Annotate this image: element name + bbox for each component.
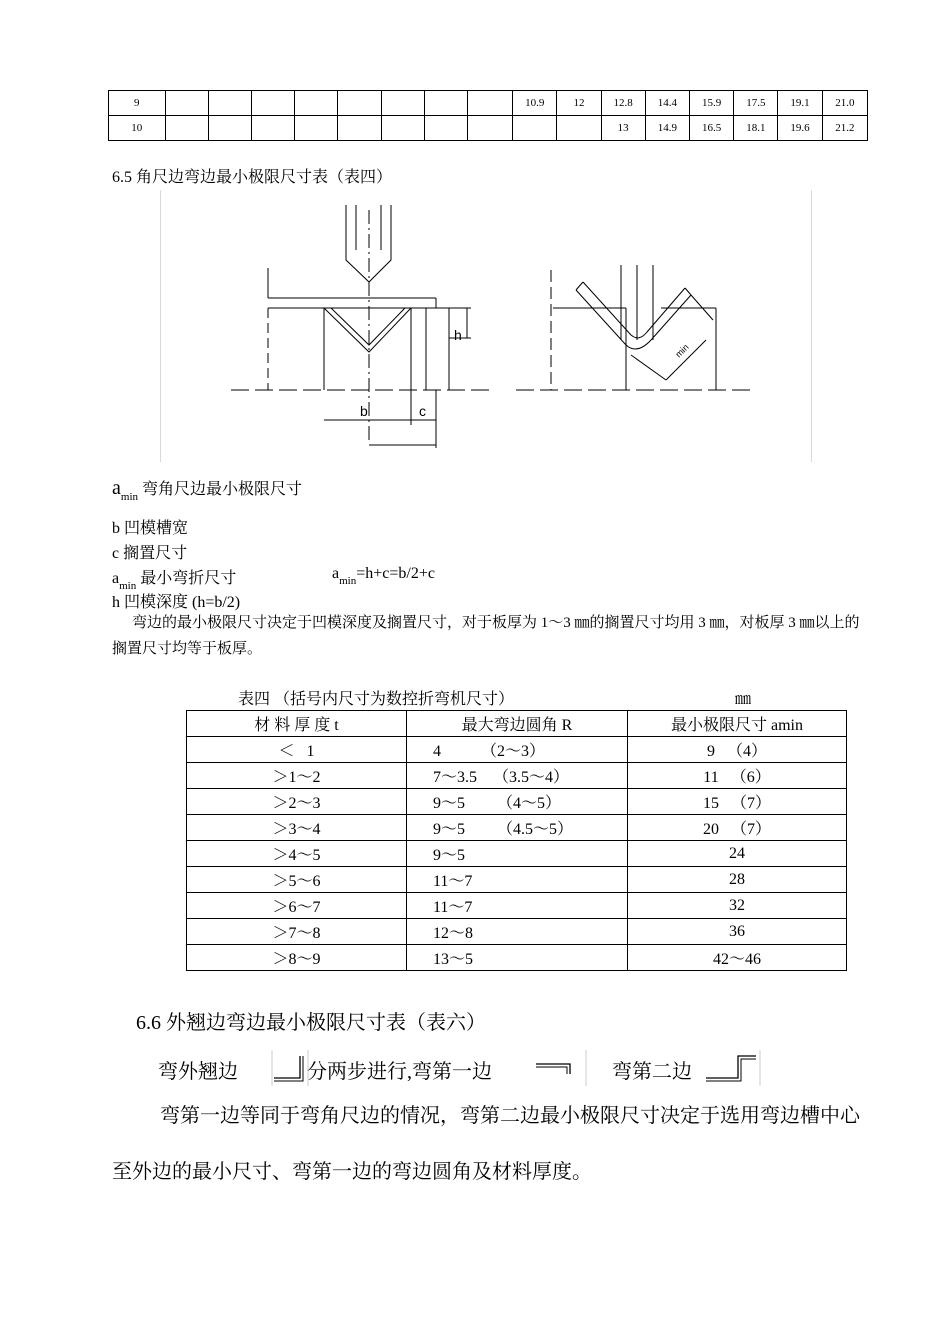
def-formula-a: a	[332, 565, 340, 582]
bending-diagram-svg	[161, 190, 811, 462]
def-amin2-a: a	[112, 570, 120, 587]
table-cell: 21.2	[822, 116, 867, 141]
table4-cell: 20 （7）	[628, 815, 847, 841]
def-amin-text: 弯角尺边最小极限尺寸	[138, 481, 303, 498]
table4-cell: 9～5	[407, 841, 628, 867]
table4-cell: 24	[628, 841, 847, 867]
table4-cell: ＞2～3	[187, 789, 407, 815]
table-cell: 18.1	[734, 116, 778, 141]
table4-cell: ＞6～7	[187, 893, 407, 919]
label-min: min	[673, 342, 691, 360]
section-6-6-body: 弯第一边等同于弯角尺边的情况，弯第二边最小极限尺寸决定于选用弯边槽中心至外边的最小尺寸、弯第一边的弯边圆角及材料厚度。	[112, 1105, 860, 1183]
outer-flange-label: 弯外翘边	[158, 1061, 238, 1083]
table4-cell: ＞8～9	[187, 945, 407, 971]
table4-cell: ＞5～6	[187, 867, 407, 893]
table-cell	[338, 91, 381, 116]
table-row	[109, 91, 868, 116]
section-6-6-title: 6.6 外翘边弯边最小极限尺寸表（表六）	[136, 1012, 486, 1034]
table4-row	[187, 945, 847, 971]
def-amin2-text: 最小弯折尺寸	[136, 570, 237, 587]
label-c: c	[419, 403, 426, 419]
table-cell	[513, 116, 557, 141]
table4-cell: 9～5 （4～5）	[407, 789, 628, 815]
table4-cell: ＜ 1	[187, 737, 407, 763]
table4-header: 材 料 厚 度 t	[187, 711, 407, 737]
table-cell: 19.1	[778, 91, 822, 116]
paragraph-6-5: 弯边的最小极限尺寸决定于凹模深度及搁置尺寸，对于板厚为 1～3 ㎜的搁置尺寸均用 3 ㎜，对板厚 3 ㎜以上的搁置尺寸均等于板厚。	[112, 615, 860, 657]
table-cell	[165, 91, 208, 116]
table4-cell: 15 （7）	[628, 789, 847, 815]
table4-row	[187, 763, 847, 789]
table4-caption: 表四 （括号内尺寸为数控折弯机尺寸）	[238, 691, 515, 708]
outer-flange-icon	[270, 1050, 310, 1086]
table-cell	[295, 116, 338, 141]
def-formula-sub: min	[339, 575, 357, 587]
table-cell	[424, 91, 467, 116]
def-h: h 凹模深度 (h=b/2)	[112, 594, 241, 611]
table4-cell: 7～3.5 （3.5～4）	[407, 763, 628, 789]
table-cell: 16.5	[690, 116, 734, 141]
table-cell: 19.6	[778, 116, 822, 141]
table4-row	[187, 841, 847, 867]
second-side-label: 弯第二边	[612, 1061, 692, 1083]
table-cell	[251, 91, 294, 116]
def-amin	[112, 476, 302, 503]
table4	[186, 710, 847, 971]
table-cell	[381, 116, 424, 141]
def-b: b 凹模槽宽	[112, 520, 189, 537]
def-amin-a: a	[112, 477, 121, 499]
table4-cell: 32	[628, 893, 847, 919]
table-cell	[295, 91, 338, 116]
table-cell	[338, 116, 381, 141]
table4-row	[187, 815, 847, 841]
table-cell	[424, 116, 467, 141]
table4-cell: 11～7	[407, 867, 628, 893]
table-cell: 13	[601, 116, 645, 141]
table-cell: 10.9	[513, 91, 557, 116]
table-cell	[208, 116, 251, 141]
second-bend-icon	[702, 1050, 762, 1086]
table-cell: 14.9	[645, 116, 689, 141]
table-cell	[467, 91, 512, 116]
table-cell	[467, 116, 512, 141]
table4-unit: ㎜	[735, 691, 752, 708]
table-cell	[251, 116, 294, 141]
table4-row	[187, 737, 847, 763]
table4-header: 最小极限尺寸 amin	[628, 711, 847, 737]
table4-cell: 9 （4）	[628, 737, 847, 763]
table4-cell: 11～7	[407, 893, 628, 919]
label-h: h	[454, 327, 462, 343]
table-cell: 15.9	[690, 91, 734, 116]
table4-cell: 12～8	[407, 919, 628, 945]
first-bend-icon	[528, 1050, 588, 1086]
table4-cell: ＞7～8	[187, 919, 407, 945]
table-cell: 9	[109, 91, 166, 116]
def-amin2	[112, 565, 236, 592]
table-cell	[381, 91, 424, 116]
table4-header: 最大弯边圆角 R	[407, 711, 628, 737]
table-cell: 12.8	[601, 91, 645, 116]
def-formula-text: =h+c=b/2+c	[356, 565, 435, 582]
table4-row	[187, 919, 847, 945]
bending-diagram	[160, 190, 812, 462]
def-amin2-sub: min	[119, 580, 137, 592]
table-cell	[208, 91, 251, 116]
table4-cell: 11 （6）	[628, 763, 847, 789]
table4-row	[187, 867, 847, 893]
table-cell: 21.0	[822, 91, 867, 116]
table-row	[109, 116, 868, 141]
table-cell	[557, 116, 601, 141]
table4-row	[187, 789, 847, 815]
table4-cell: 9～5 （4.5～5）	[407, 815, 628, 841]
table-cell	[165, 116, 208, 141]
table4-cell: 13～5	[407, 945, 628, 971]
table4-cell: 4 （2～3）	[407, 737, 628, 763]
table4-cell: 36	[628, 919, 847, 945]
table4-cell: 28	[628, 867, 847, 893]
def-formula	[332, 565, 435, 587]
table4-cell: 42～46	[628, 945, 847, 971]
table-cell: 12	[557, 91, 601, 116]
def-c: c 搁置尺寸	[112, 545, 188, 562]
table4-header-row	[187, 711, 847, 737]
section-6-5-title: 6.5 角尺边弯边最小极限尺寸表（表四）	[112, 169, 393, 186]
table4-cell: ＞1～2	[187, 763, 407, 789]
label-b: b	[360, 403, 368, 419]
table-cell: 17.5	[734, 91, 778, 116]
def-amin-sub: min	[120, 491, 139, 503]
table-cell: 14.4	[645, 91, 689, 116]
table4-cell: ＞3～4	[187, 815, 407, 841]
two-steps-text: 分两步进行,弯第一边	[307, 1061, 492, 1083]
table4-row	[187, 893, 847, 919]
table4-cell: ＞4～5	[187, 841, 407, 867]
table-cell: 10	[109, 116, 166, 141]
top-data-table	[108, 90, 868, 141]
